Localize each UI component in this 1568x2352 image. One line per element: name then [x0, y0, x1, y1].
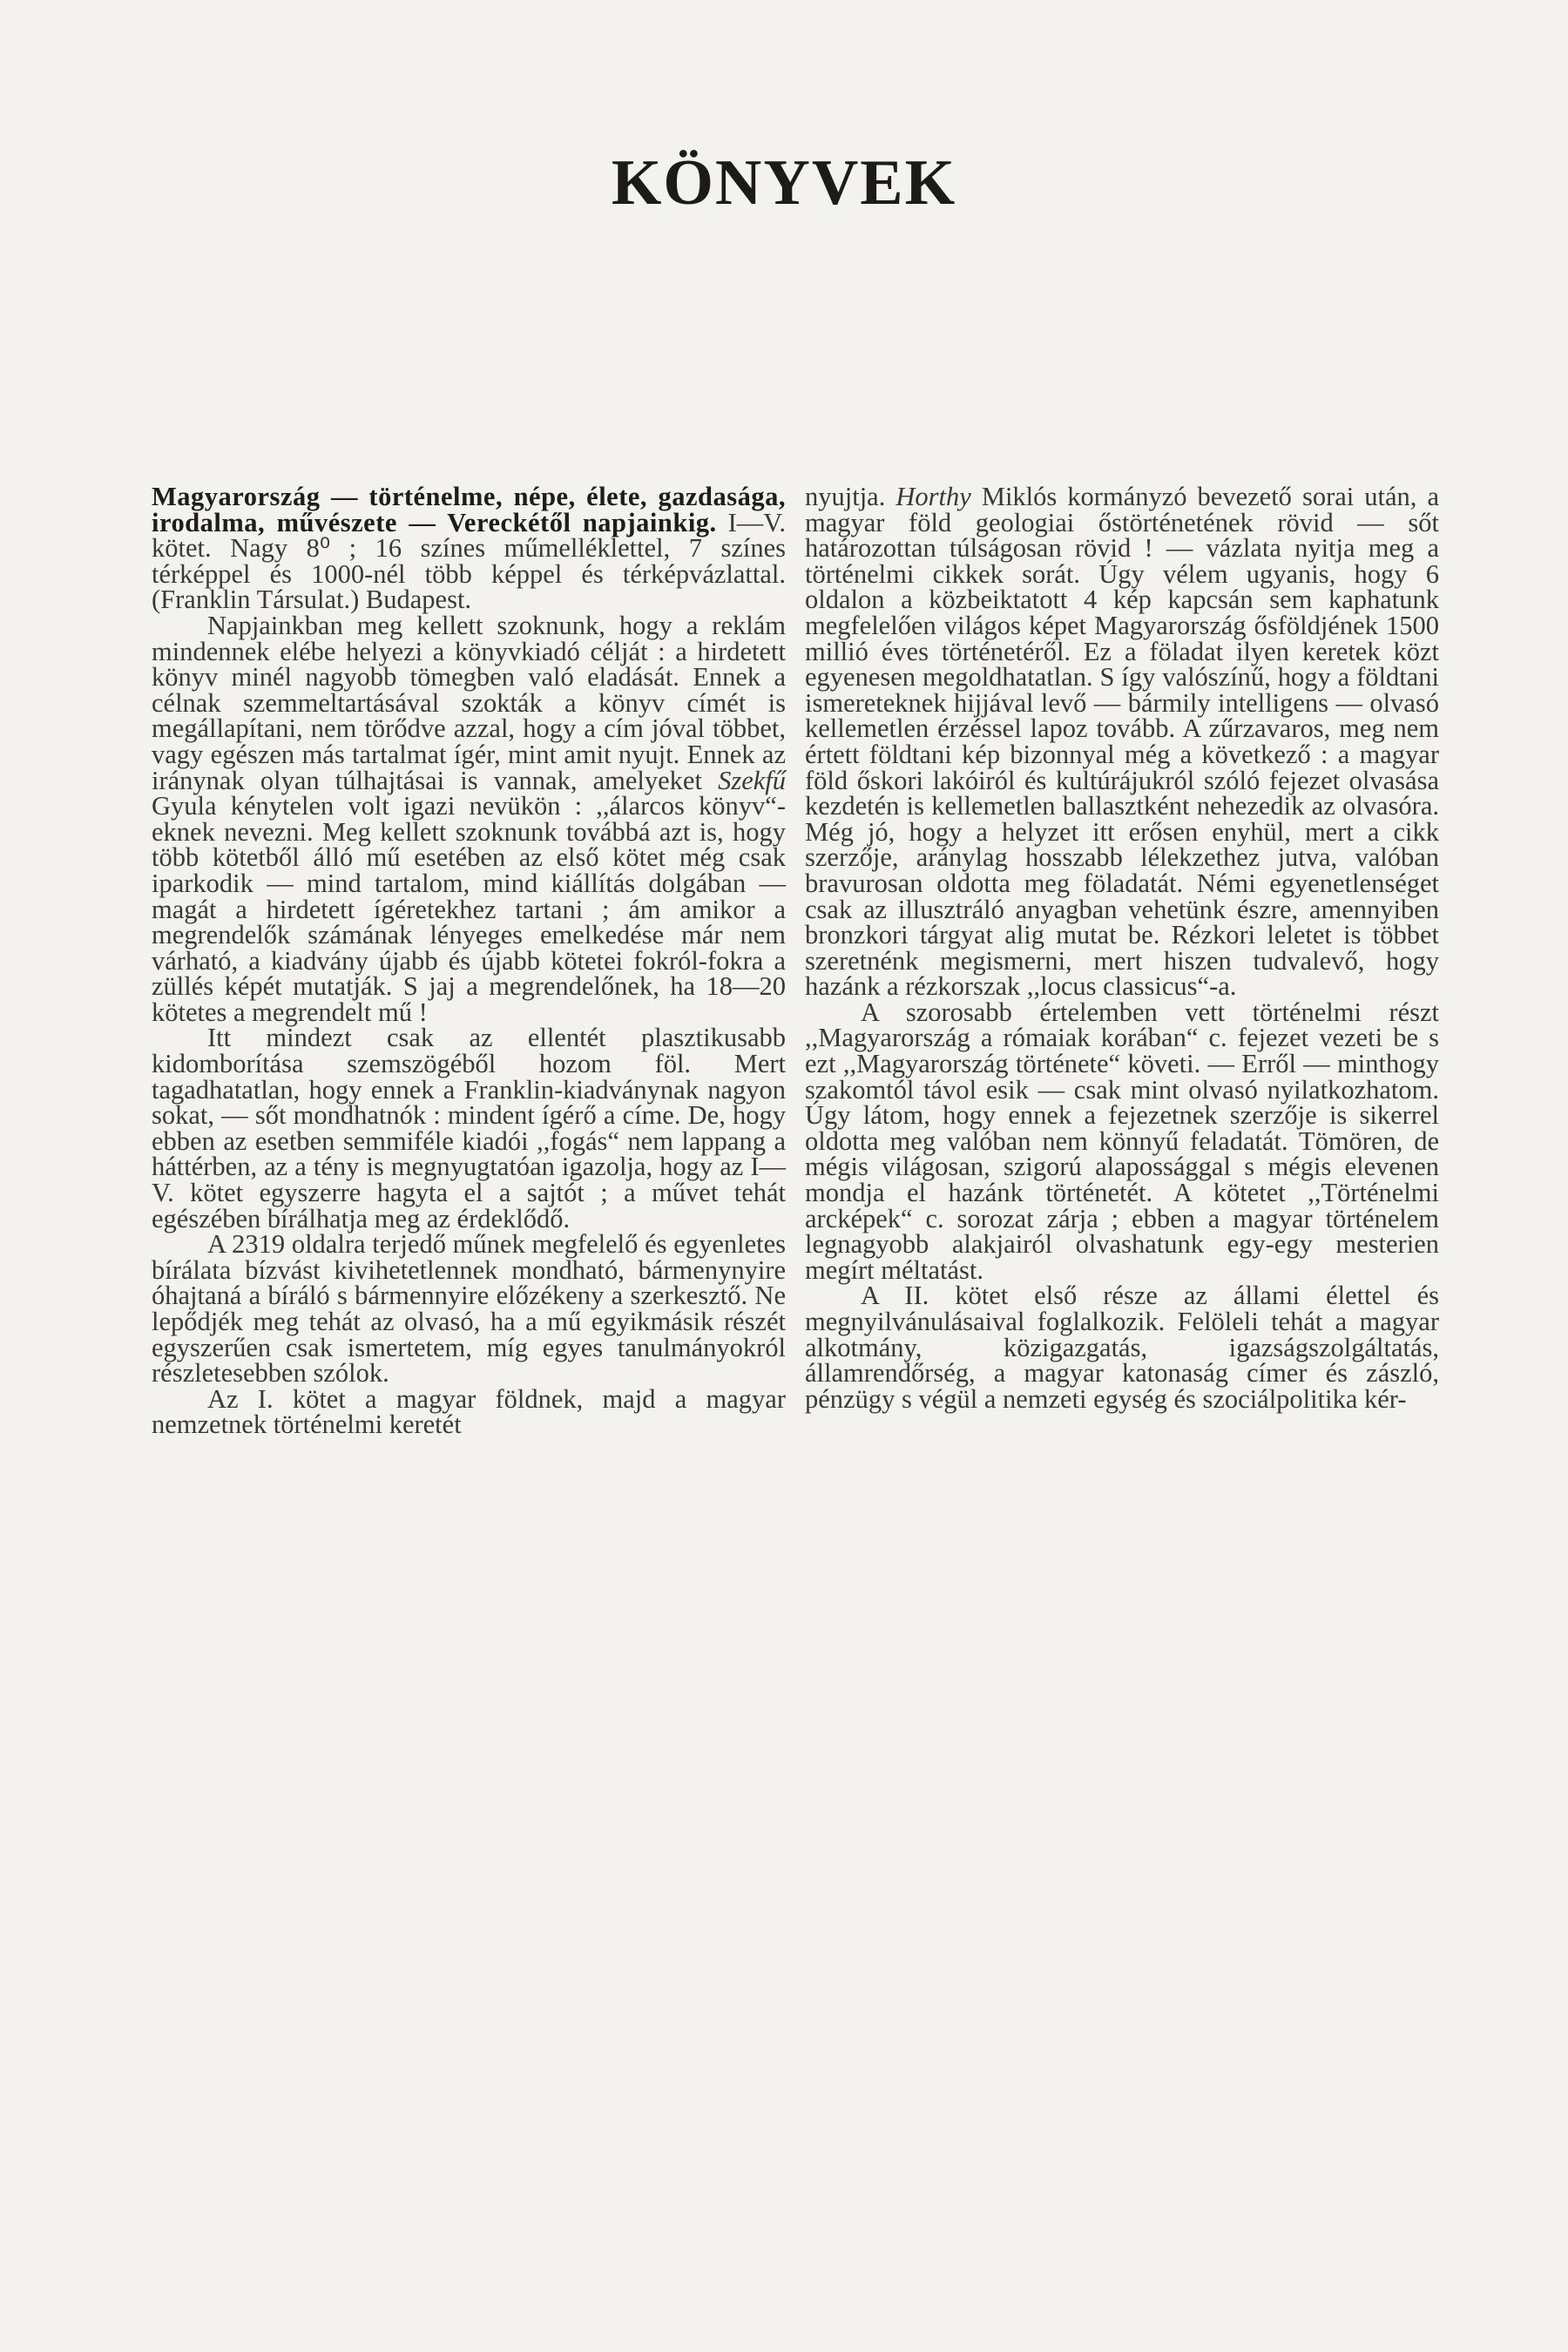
review-heading	[152, 484, 786, 613]
book-title: Magyarország — történelme, népe, élete, gazdasága, irodalma, művészete — Vereckétől napjainkig.	[152, 482, 786, 537]
right-column	[805, 484, 1439, 1412]
paragraph: A II. kötet első része az állami élettel és megnyilvánulásaival foglalkozik. Felöleli tehát a magyar alkotmány, közigazgatás, igazságszolgáltatás, államrendőrség, a magyar katonaság címer és zászló, pénzügy s végül a nemzeti egység és szociálpolitika kér-	[805, 1281, 1439, 1414]
paragraph: A szorosabb értelemben vett történelmi részt ,,Magyarország a rómaiak korában“ c. fejezet vezeti be s ezt ,,Magyarország története“ követi. — Erről — minthogy szakomtól távol esik — csak mint olvasó nyilatkozhatom. Úgy látom, hogy ennek a fejezetnek szerzője is sikerrel oldotta meg valóban nem könnyű feladatát. Tömören, de mégis világosan, szigorú alapossággal s mégis elevenen mondja el hazánk történetét. A kötetet ,,Történelmi arcképek“ c. sorozat zárja ; ebben a magyar történelem legnagyobb alakjairól olvashatunk egy-egy mesterien megírt méltatást.	[805, 997, 1439, 1285]
paragraph: Itt mindezt csak az ellentét plasztikusabb kidomborítása szemszögéből hozom föl. Mert tagadhatatlan, hogy ennek a Franklin-kiadványnak nagyon sokat, — sőt mondhatnók : mindent ígérő a címe. De, hogy ebben az esetben semmiféle kiadói ,,fogás“ nem lappang a háttérben, az a tény is megnyugtatóan igazolja, hogy az I—V. kötet egyszerre hagyta el a sajtót ; a művet tehát egészében bírálhatja meg az érdeklődő.	[152, 1023, 786, 1233]
paragraph	[152, 610, 786, 1027]
page-title: KÖNYVEK	[611, 147, 957, 219]
paragraph: Az I. kötet a magyar földnek, majd a magyar nemzetnek történelmi keretét	[152, 1383, 786, 1440]
paragraph-text: Miklós kormányzó bevezető sorai után, a magyar föld geologiai őstörténetének rövid — sőt határozottan túlságosan rövid ! — vázlata nyitja meg a történelmi cikkek sorát. Úgy vélem ugyanis, hogy 6 oldalon a közbeiktatott 4 kép kapcsán sem kaphatunk megfelelően világos képet Magyarország ősföldjének 1500 millió éves történetéről. Ez a föladat ilyen keretek közt egyenesen megoldhatatlan. S így valószínű, hogy a földtani ismereteknek hijjával levő — bármily intelligens — olvasó kellemetlen érzéssel lapoz tovább. A zűrzavaros, meg nem értett földtani kép bizonnyal még a következő : a magyar föld őskori lakóiról és kultúrájukról szóló fejezet olvasása kezdetén is kellemetlen ballasztként nehezedik az olvasóra. Még jó, hogy a helyzet itt erősen enyhül, mert a cikk szerzője, aránylag hosszabb lélekzethez jutva, valóban bravurosan oldotta meg föladatát. Némi egyenetlenséget csak az illusztráló anyagban vehetünk észre, amennyiben bronzkori tárgyat alig mutat be. Rézkori leletet is többet szeretnénk megismerni, mert hiszen tudvalevő, hogy hazánk a rézkorszak ,,locus classicus“-a.	[805, 482, 1439, 1002]
paragraph	[805, 484, 1439, 1000]
person-name: Horthy	[896, 482, 971, 511]
paragraph-text: Napjainkban meg kellett szoknunk, hogy a reklám mindennek elébe helyezi a könyvkiadó célját : a hirdetett könyv minél nagyobb tömegben való eladását. Ennek a célnak szemmeltartásával szokták a könyv címét is megállapítani, nem törődve azzal, hogy a cím jóval többet, vagy egészen más tartalmat ígér, mint amit nyujt. Ennek az iránynak olyan túlhajtásai is vannak, amelyeket	[152, 610, 786, 795]
left-column	[152, 484, 786, 1438]
paragraph-text: Gyula kénytelen volt igazi nevükön : ,,álarcos könyv“-eknek nevezni. Meg kellett szoknunk továbbá azt is, hogy több kötetből álló mű esetében az első kötet még csak iparkodik — mind tartalom, mind kiállítás dolgában — magát a hirdetett ígéretekhez tartani ; ám amikor a megrendelők számának lényeges emelkedése már nem várható, a kiadvány újabb és újabb kötetei fokról-fokra a züllés képét mutatják. S jaj a megrendelőnek, ha 18—20 kötetes a megrendelt mű !	[152, 791, 786, 1027]
author-name: Szekfű	[718, 765, 786, 795]
paragraph-text: nyujtja.	[805, 482, 896, 511]
book-details: I—V. kötet. Nagy 8⁰ ; 16 színes műmelléklettel, 7 színes térképpel és 1000-nél több képpel és térképvázlattal. (Franklin Társulat.) Budapest.	[152, 507, 786, 615]
paragraph: A 2319 oldalra terjedő műnek megfelelő és egyenletes bírálata bízvást kivihetetlennek mondható, bármenynyire óhajtaná a bíráló s bármennyire előzékeny a szerkesztő. Ne lepődjék meg tehát az olvasó, ha a mű egyikmásik részét egyszerűen csak ismertetem, míg egyes tanulmányokról részletesebben szólok.	[152, 1229, 786, 1389]
